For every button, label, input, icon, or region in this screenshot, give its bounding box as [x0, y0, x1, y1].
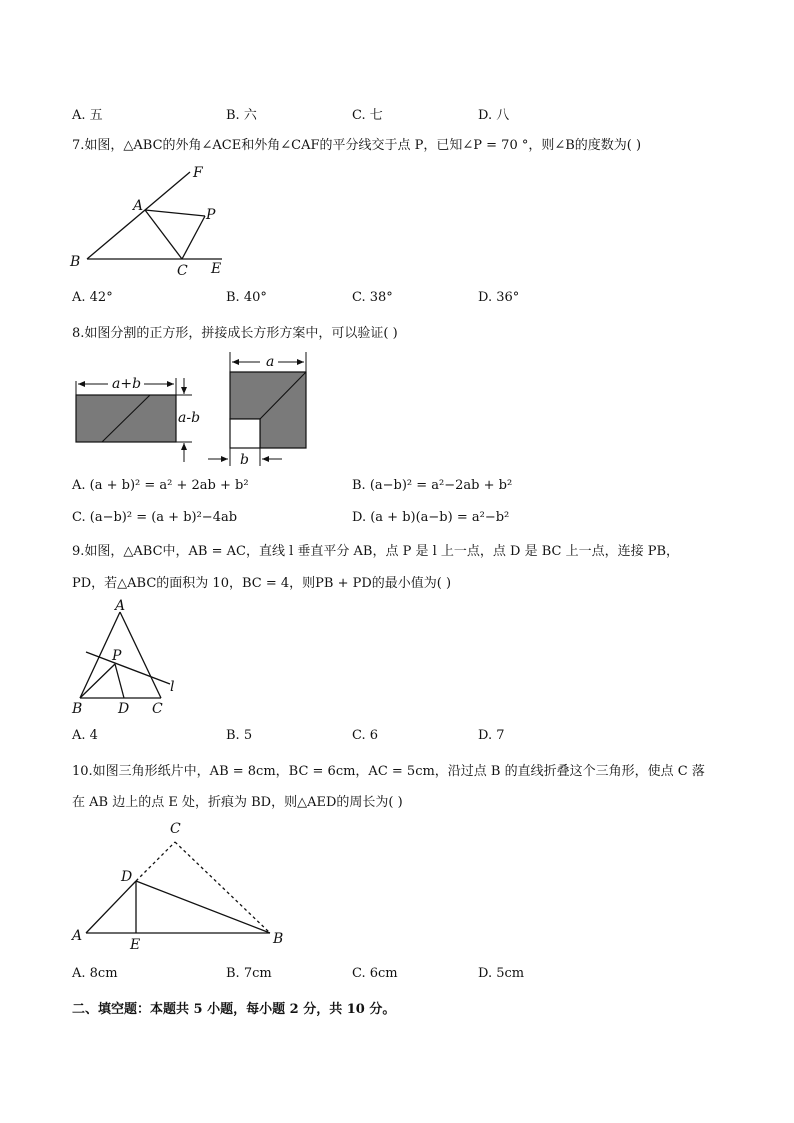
q6-option-d: D. 八 [478, 108, 510, 123]
q6-option-b: B. 六 [226, 108, 257, 123]
q8-option-b: B. (a−b)² = a²−2ab + b² [352, 478, 513, 493]
q7-label-e: E [211, 261, 222, 277]
q6-option-c: C. 七 [352, 108, 383, 123]
q10-line-bd [136, 881, 270, 933]
q9-label-b: B [72, 701, 83, 717]
q8-option-d: D. (a + b)(a−b) = a²−b² [352, 510, 510, 525]
q7-option-d: D. 36° [478, 290, 520, 305]
q7-option-a: A. 42° [72, 290, 113, 305]
q10-stem-line1: 10.如图三角形纸片中，AB = 8cm，BC = 6cm，AC = 5cm，沿过点 B 的直线折叠这个三角形，使点 C 落 [72, 764, 705, 779]
q7-option-c: C. 38° [352, 290, 393, 305]
q7-label-b: B [70, 254, 81, 270]
q7-label-a: A [133, 198, 144, 214]
q10-line-ad [86, 881, 136, 933]
q10-line-dc-dashed [136, 842, 175, 881]
q10-option-b: B. 7cm [226, 966, 272, 981]
q9-figure [60, 596, 200, 720]
q9-stem-line2: PD，若△ABC的面积为 10，BC = 4，则PB + PD的最小值为( ) [72, 576, 452, 591]
q8-stem: 8.如图分割的正方形，拼接成长方形方案中，可以验证( ) [72, 326, 398, 341]
q7-line-ap [145, 210, 205, 216]
q9-stem-line1: 9.如图，△ABC中，AB = AC，直线 l 垂直平分 AB，点 P 是 l 上一点，点 D 是 BC 上一点，连接 PB， [72, 544, 680, 559]
q10-label-b: B [273, 931, 284, 947]
q9-label-c: C [152, 701, 163, 717]
q9-label-p: P [112, 648, 122, 664]
q9-option-b: B. 5 [226, 728, 253, 743]
q7-label-c: C [177, 263, 188, 279]
q9-label-a: A [115, 598, 126, 614]
q7-line-ac [145, 210, 182, 259]
q10-label-d: D [121, 869, 133, 885]
q10-option-c: C. 6cm [352, 966, 398, 981]
q10-label-c: C [170, 821, 181, 837]
q7-line-cp [182, 216, 205, 259]
q9-option-d: D. 7 [478, 728, 505, 743]
q8-label-a: a [266, 354, 275, 370]
section-2-heading: 二、填空题：本题共 5 小题，每小题 2 分，共 10 分。 [72, 1002, 396, 1017]
q10-line-cb-dashed [175, 842, 270, 933]
q8-option-a: A. (a + b)² = a² + 2ab + b² [72, 478, 249, 493]
q9-option-c: C. 6 [352, 728, 379, 743]
q8-option-c: C. (a−b)² = (a + b)²−4ab [72, 510, 238, 525]
q8-label-b: b [240, 452, 249, 468]
q10-figure [60, 815, 300, 955]
q7-stem: 7.如图，△ABC的外角∠ACE和外角∠CAF的平分线交于点 P，已知∠P = 70 °，则∠B的度数为( ) [72, 138, 642, 153]
q9-line-pd [115, 664, 124, 698]
q10-option-d: D. 5cm [478, 966, 525, 981]
q6-option-a: A. 五 [72, 108, 103, 123]
q7-option-b: B. 40° [226, 290, 267, 305]
q7-label-p: P [206, 207, 216, 223]
q9-line-pb [80, 664, 115, 698]
q8-label-a-plus-b: a+b [112, 376, 142, 392]
q9-label-l: l [170, 679, 175, 695]
q8-small-square [230, 419, 260, 448]
q9-option-a: A. 4 [72, 728, 98, 743]
q10-stem-line2: 在 AB 边上的点 E 处，折痕为 BD，则△AED的周长为( ) [72, 795, 403, 810]
q8-figure [60, 348, 330, 473]
q10-label-a: A [72, 928, 83, 944]
q10-label-e: E [130, 937, 141, 953]
q7-label-f: F [193, 165, 203, 181]
q8-label-a-minus-b: a-b [178, 410, 201, 426]
q7-figure [60, 160, 240, 280]
q9-label-d: D [118, 701, 130, 717]
q10-option-a: A. 8cm [72, 966, 118, 981]
q9-line-ac [120, 612, 161, 698]
q7-line-bf [87, 172, 190, 259]
